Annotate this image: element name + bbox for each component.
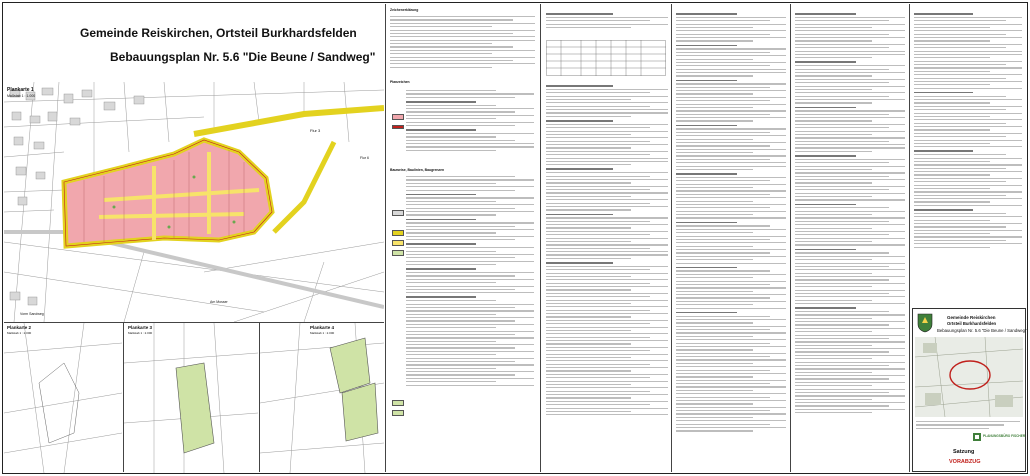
title-block-phase: VORABZUG <box>949 459 981 465</box>
swatch-road <box>392 240 404 246</box>
main-plan-map <box>4 82 384 322</box>
swatch-red-line <box>392 125 404 129</box>
street-label-am-mosser: Am Mosser <box>210 300 228 304</box>
office-name: PLANUNGSBÜRO FISCHER <box>983 434 1026 438</box>
main-map-label: Plankarte 1 <box>7 87 34 93</box>
text-column-1 <box>546 10 668 30</box>
legend-heading-3: Bauweise, Baulinien, Baugrenzen <box>390 168 445 172</box>
plankarte-3-map <box>124 323 258 473</box>
title-block <box>912 308 1026 472</box>
swatch-boundary <box>392 230 404 236</box>
text-column-2 <box>676 10 786 434</box>
text-divider-2 <box>790 4 791 472</box>
title-block-doc-type: Satzung <box>953 449 975 455</box>
plankarte-3-scale: Maßstab 1 : 2.000 <box>128 331 153 335</box>
overview-map <box>915 337 1023 417</box>
text-table <box>546 40 666 76</box>
plankarte-3-label: Plankarte 3 <box>128 325 153 330</box>
text-divider-1 <box>671 4 672 472</box>
municipal-crest <box>917 313 933 333</box>
main-map-scale: Maßstab 1 : 1.000 <box>7 94 36 98</box>
legend-heading-1: Zeichenerklärung <box>390 8 419 12</box>
title-block-plan: Bebauungsplan Nr. 5.6 "Die Beune / Sandweg" <box>937 328 1027 333</box>
title-block-notes <box>916 421 1020 431</box>
text-column-3 <box>795 10 905 416</box>
swatch-green-2 <box>392 400 404 406</box>
plankarte-4-label: Plankarte 4 <box>310 325 335 330</box>
plankarte-2-scale: Maßstab 1 : 2.000 <box>7 331 32 335</box>
title-block-district: Ortsteil Burkhardsfelden <box>947 321 997 326</box>
flur-label-3: Flur 3 <box>310 128 321 133</box>
legend-heading-2: Planzeichen <box>390 80 410 84</box>
swatch-grey <box>392 210 404 216</box>
procedure-notes <box>914 10 1022 250</box>
swatch-green-3 <box>392 410 404 416</box>
legend-text-block-2 <box>406 90 534 153</box>
street-label-vorm-sandweg: Vorm Sandweg <box>20 312 44 316</box>
legend-text-block-1 <box>390 16 535 70</box>
legend-divider-left <box>385 4 386 472</box>
plankarte-4-scale: Maßstab 1 : 2.000 <box>310 331 335 335</box>
legend-divider-right <box>540 4 541 472</box>
legend-text-block-3 <box>406 176 534 388</box>
flur-label-6: Flur 6 <box>360 156 369 160</box>
plankarte-2-label: Plankarte 2 <box>7 325 32 330</box>
title-plan: Bebauungsplan Nr. 5.6 "Die Beune / Sandweg" <box>110 50 376 64</box>
swatch-green <box>392 250 404 256</box>
title-block-org: Gemeinde Reiskirchen <box>947 315 996 320</box>
text-divider-3 <box>909 4 910 472</box>
plankarte-4-map <box>260 323 384 473</box>
plankarte-2-map <box>4 323 122 473</box>
swatch-building-area <box>392 114 404 120</box>
title-municipality: Gemeinde Reiskirchen, Ortsteil Burkhardsfelden <box>80 26 357 40</box>
office-logo-icon <box>973 433 981 441</box>
text-column-1-body <box>546 82 668 418</box>
